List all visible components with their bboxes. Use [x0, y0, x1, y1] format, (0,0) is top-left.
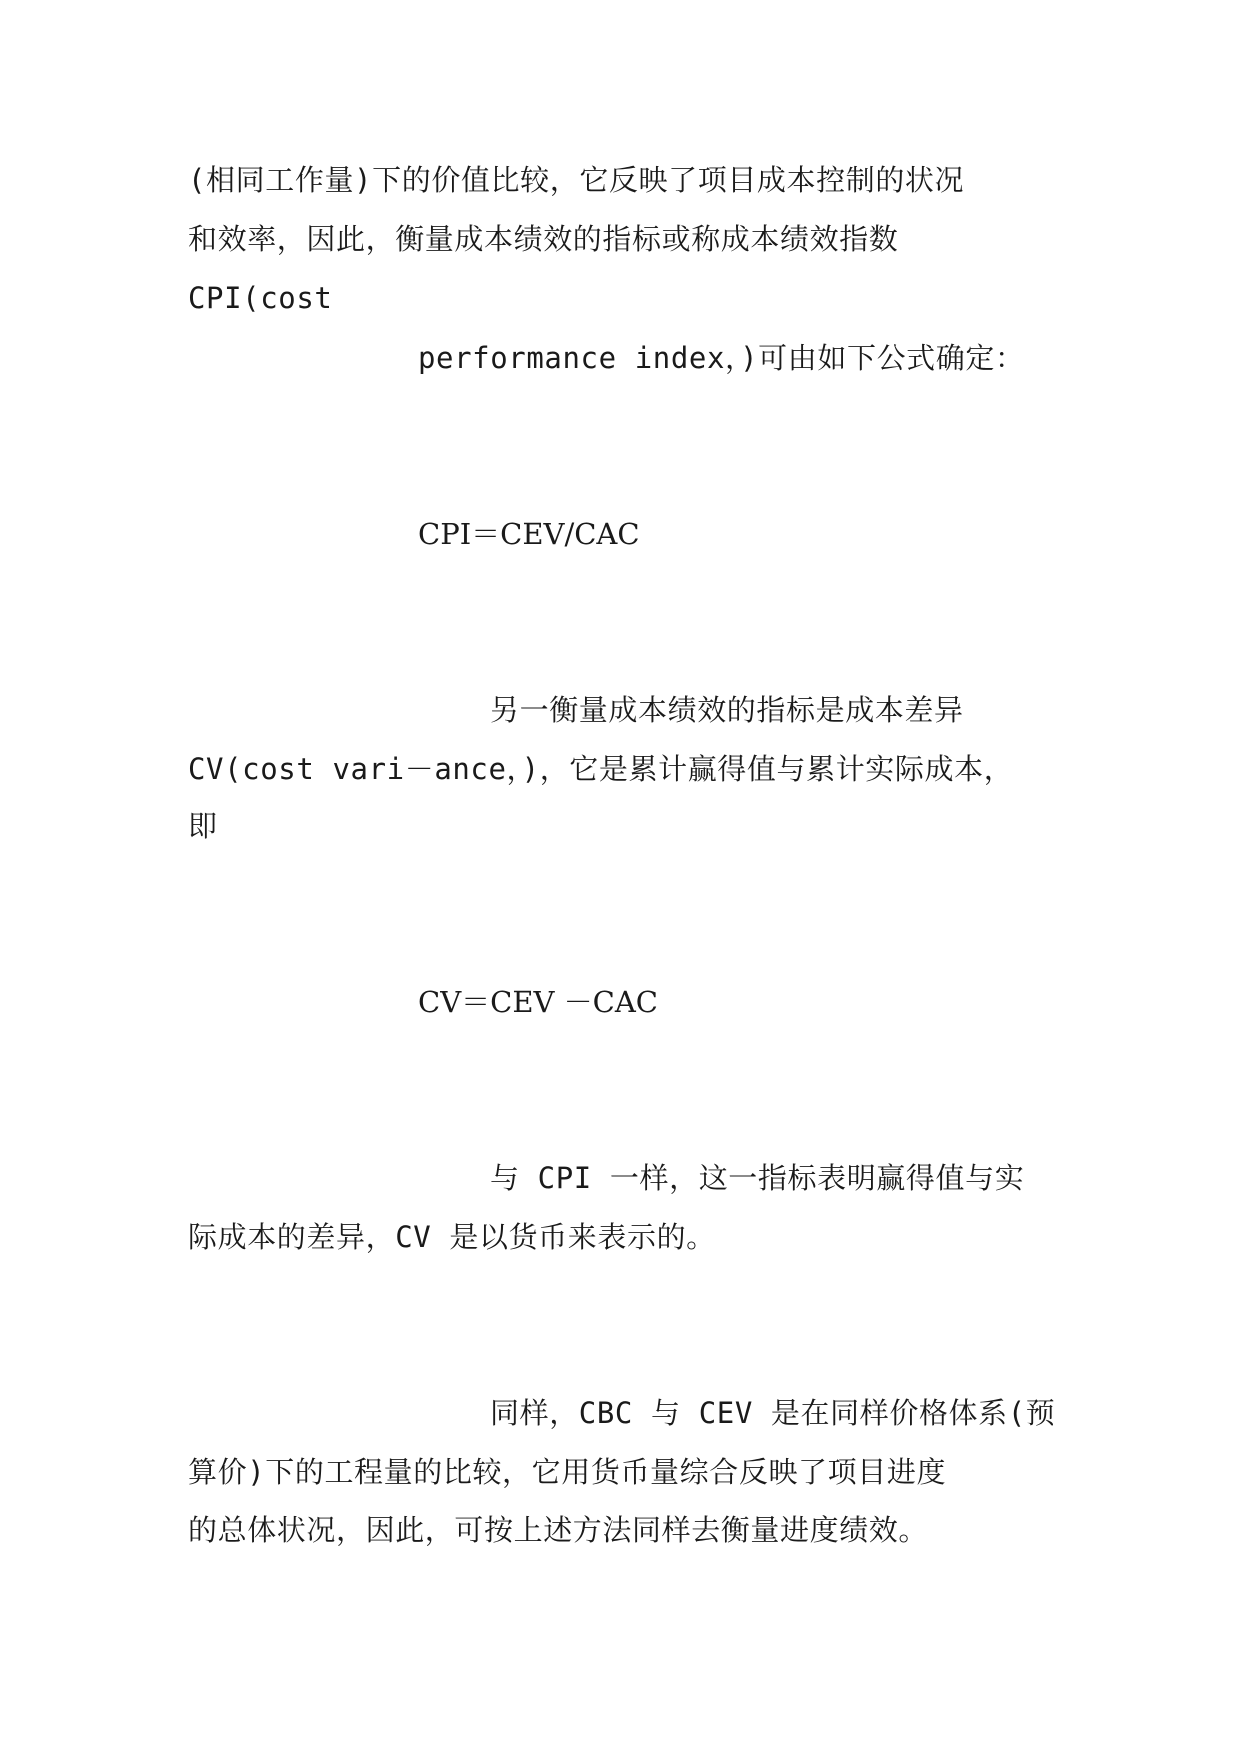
- paragraph-1-line-4: performance index，)可由如下公式确定：: [418, 341, 1025, 375]
- formula-cv: CV＝CEV －CAC: [418, 985, 658, 1019]
- formula-cpi: CPI＝CEV/CAC: [418, 517, 640, 551]
- paragraph-4-line-3: 的总体状况，因此，可按上述方法同样去衡量进度绩效。: [188, 1513, 929, 1547]
- paragraph-3-line-2: 际成本的差异，CV 是以货币来表示的。: [188, 1220, 716, 1254]
- paragraph-4-line-2: 算价)下的工程量的比较，它用货币量综合反映了项目进度: [188, 1455, 947, 1489]
- paragraph-1-line-3: CPI(cost: [188, 281, 333, 315]
- paragraph-2-line-3: 即: [188, 809, 218, 843]
- paragraph-1-line-1: (相同工作量)下的价值比较，它反映了项目成本控制的状况: [188, 163, 965, 197]
- paragraph-1-line-2: 和效率，因此，衡量成本绩效的指标或称成本绩效指数: [188, 222, 899, 256]
- paragraph-2-line-2: CV(cost vari－ance，)，它是累计赢得值与累计实际成本，: [188, 752, 1014, 786]
- paragraph-3-line-1: 与 CPI 一样，这一指标表明赢得值与实: [490, 1161, 1025, 1195]
- paragraph-4-line-1: 同样，CBC 与 CEV 是在同样价格体系(预: [490, 1396, 1056, 1430]
- paragraph-2-line-1: 另一衡量成本绩效的指标是成本差异: [490, 693, 964, 727]
